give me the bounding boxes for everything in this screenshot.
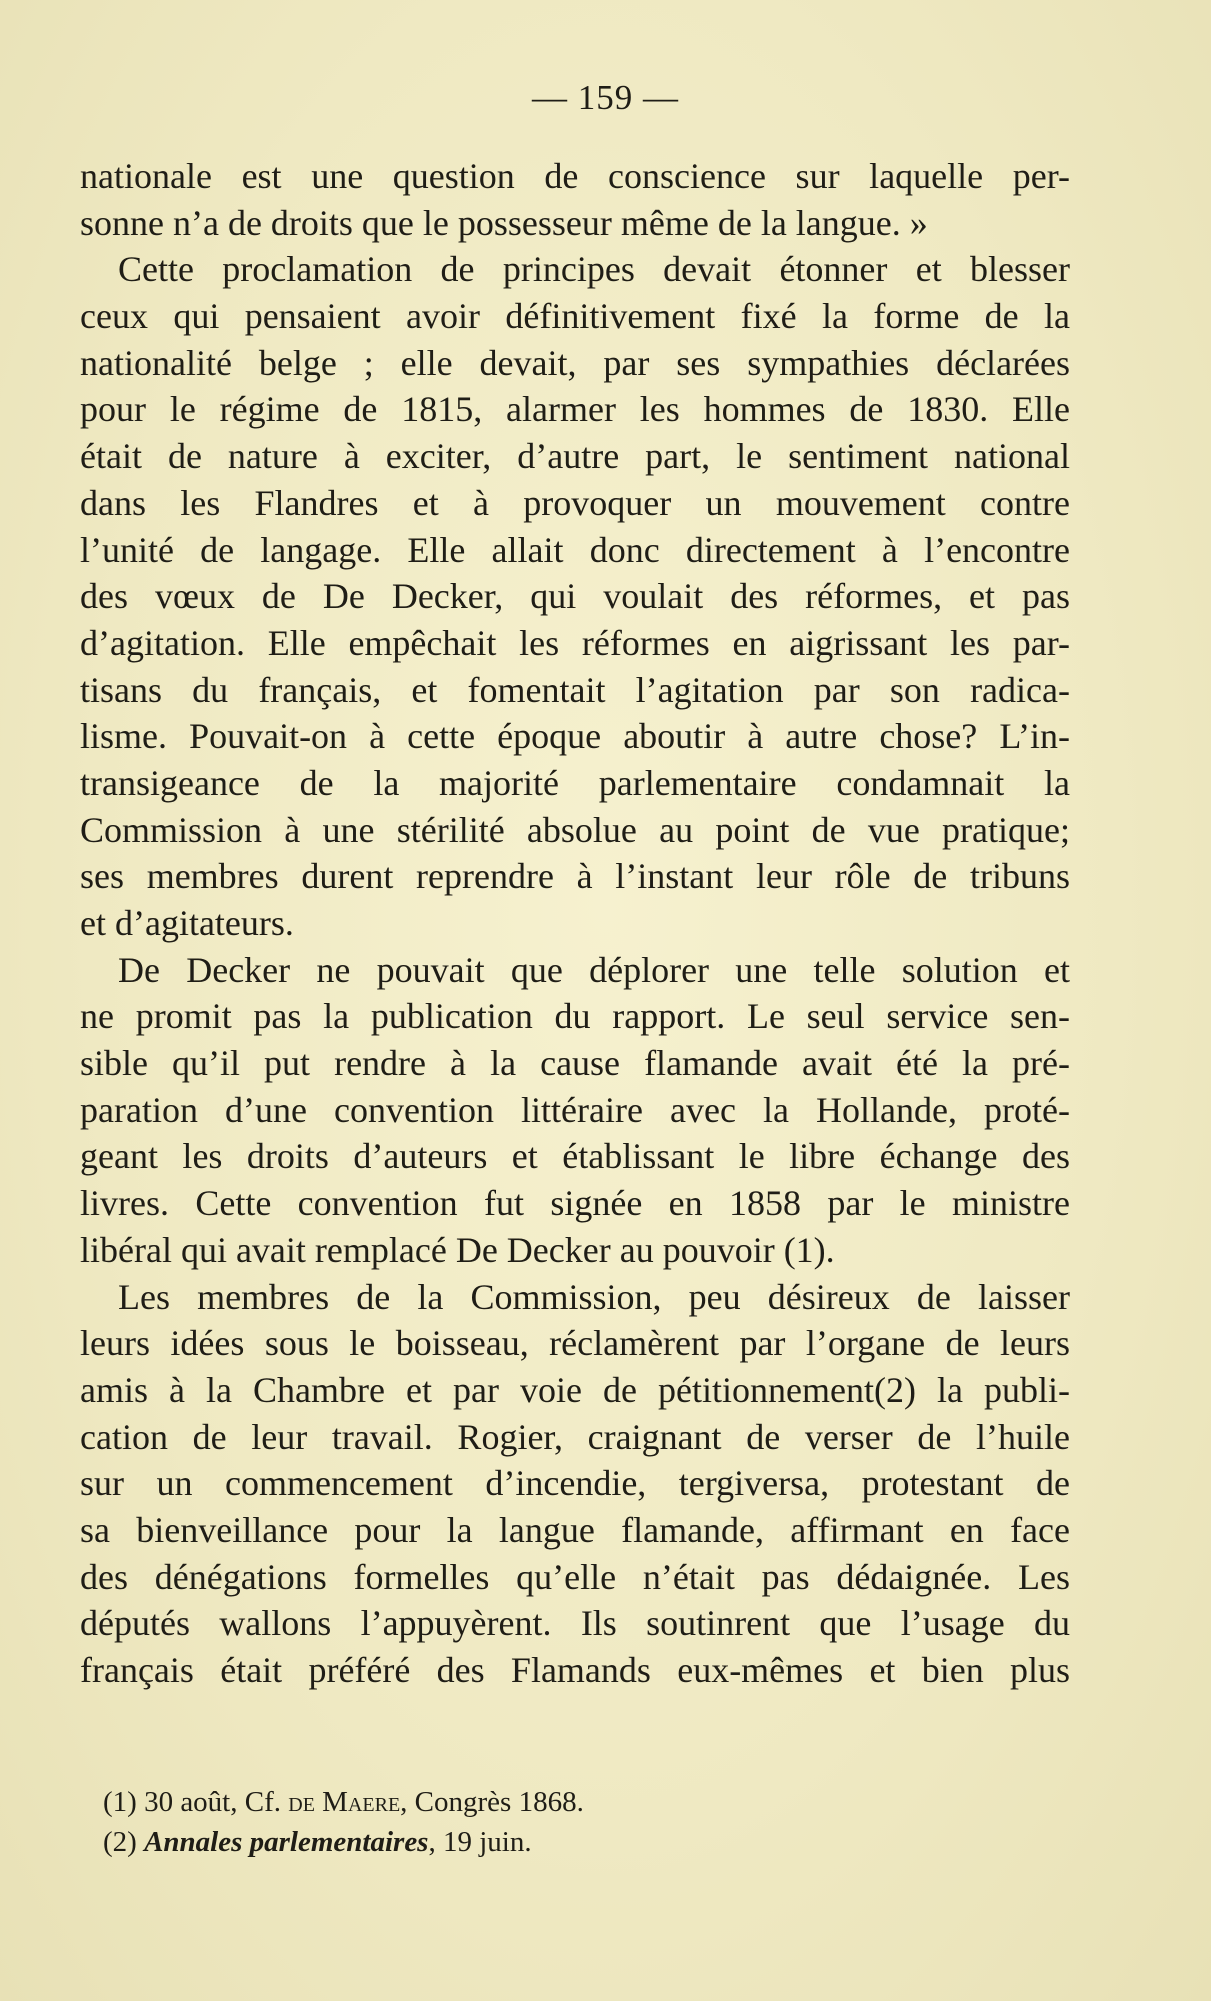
- text-line: lisme. Pouvait-on à cette époque aboutir à autre chose? L’in-: [80, 716, 1070, 757]
- footnote-1: [103, 1782, 1003, 1822]
- text-line: était de nature à exciter, d’autre part, le sentiment national: [80, 436, 1070, 477]
- text-line: libéral qui avait remplacé De Decker au pouvoir (1).: [80, 1229, 835, 1270]
- text-line: des vœux de De Decker, qui voulait des réformes, et pas: [80, 576, 1070, 617]
- footnote-1-author: de Maere: [288, 1786, 401, 1818]
- text-line: Cette proclamation de principes devait étonner et blesser: [118, 249, 1070, 290]
- text-line: sonne n’a de droits que le possesseur même de la langue. »: [80, 202, 928, 243]
- text-line: nationalité belge ; elle devait, par ses sympathies déclarées: [80, 342, 1070, 383]
- text-line: paration d’une convention littéraire avec la Hollande, proté-: [80, 1089, 1070, 1130]
- text-line: sur un commencement d’incendie, tergiversa, protestant de: [80, 1463, 1070, 1504]
- text-line: des dénégations formelles qu’elle n’était pas dédaignée. Les: [80, 1556, 1070, 1597]
- footnote-1-prefix: (1) 30 août, Cf.: [103, 1786, 289, 1818]
- text-line: l’unité de langage. Elle allait donc directement à l’encontre: [80, 529, 1070, 570]
- body-text: [80, 153, 1070, 1694]
- text-line: députés wallons l’appuyèrent. Ils soutinrent que l’usage du: [80, 1603, 1070, 1644]
- text-line: nationale est une question de conscience sur laquelle per-: [80, 156, 1070, 196]
- text-line: livres. Cette convention fut signée en 1858 par le ministre: [80, 1183, 1070, 1224]
- text-line: Les membres de la Commission, peu désireux de laisser: [118, 1276, 1070, 1317]
- page-number: — 159 —: [532, 78, 679, 117]
- text-line: De Decker ne pouvait que déplorer une telle solution et: [118, 949, 1070, 990]
- text-line: d’agitation. Elle empêchait les réformes en aigrissant les par-: [80, 622, 1070, 663]
- text-line: tisans du français, et fomentait l’agitation par son radica-: [80, 669, 1070, 710]
- text-line: dans les Flandres et à provoquer un mouvement contre: [80, 482, 1070, 523]
- footnote-1-suffix: , Congrès 1868.: [400, 1786, 584, 1818]
- text-line: et d’agitateurs.: [80, 903, 294, 943]
- text-line: Commission à une stérilité absolue au point de vue pratique;: [80, 809, 1070, 850]
- text-line: leurs idées sous le boisseau, réclamèrent par l’organe de leurs: [80, 1323, 1070, 1364]
- footnote-2-prefix: (2): [103, 1826, 145, 1858]
- footnote-2: [103, 1822, 1003, 1862]
- text-line: transigeance de la majorité parlementaire condamnait la: [80, 762, 1070, 803]
- text-line: ses membres durent reprendre à l’instant leur rôle de tribuns: [80, 856, 1070, 897]
- text-line: sible qu’il put rendre à la cause flamande avait été la pré-: [80, 1043, 1070, 1084]
- footnotes: [103, 1782, 1003, 1862]
- text-line: pour le régime de 1815, alarmer les hommes de 1830. Elle: [80, 389, 1070, 430]
- text-line: geant les droits d’auteurs et établissant le libre échange des: [80, 1136, 1070, 1177]
- footnote-2-title: Annales parlementaires: [144, 1826, 429, 1858]
- text-line: amis à la Chambre et par voie de pétitionnement(2) la publi-: [80, 1369, 1070, 1410]
- text-line: français était préféré des Flamands eux-mêmes et bien plus: [80, 1650, 1070, 1690]
- text-line: ceux qui pensaient avoir définitivement fixé la forme de la: [80, 296, 1070, 337]
- text-line: ne promit pas la publication du rapport. Le seul service sen-: [80, 996, 1070, 1037]
- footnote-2-suffix: , 19 juin.: [428, 1826, 532, 1858]
- text-line: cation de leur travail. Rogier, craignant de verser de l’huile: [80, 1416, 1070, 1457]
- text-line: sa bienveillance pour la langue flamande, affirmant en face: [80, 1509, 1070, 1550]
